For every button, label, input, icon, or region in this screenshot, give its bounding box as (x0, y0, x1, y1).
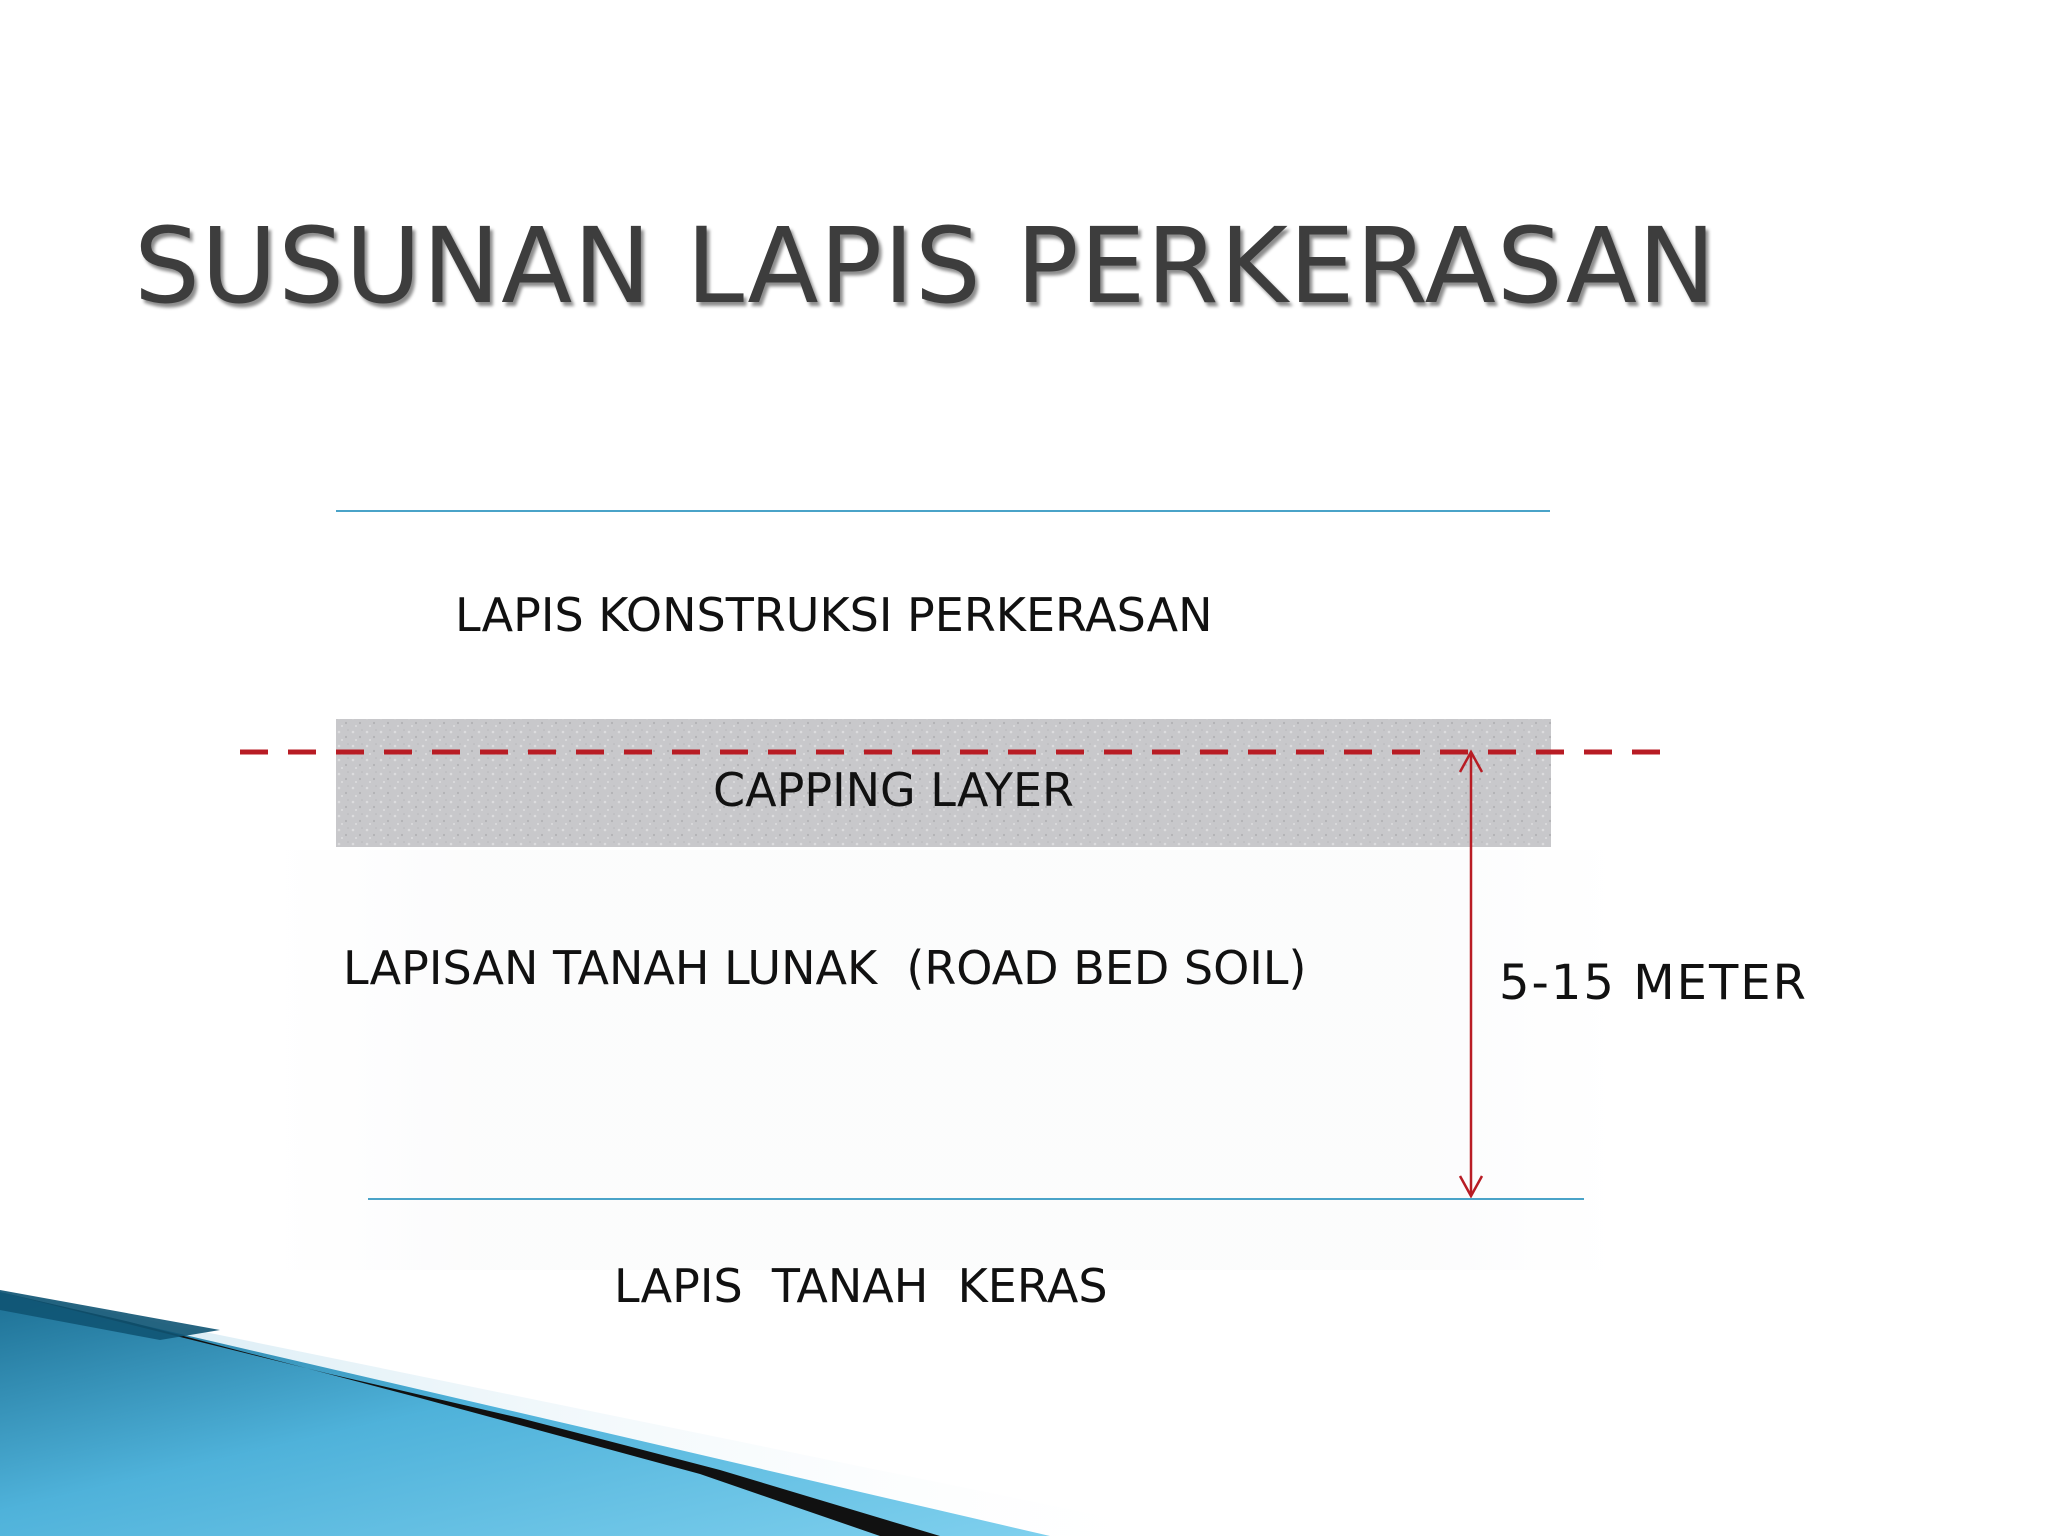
soft-soil-layer-label: LAPISAN TANAH LUNAK (ROAD BED SOIL) (343, 941, 1307, 995)
depth-dimension-label: 5-15 METER (1499, 955, 1808, 1011)
soil-backdrop (270, 850, 1620, 1270)
capping-layer-label: CAPPING LAYER (713, 763, 1075, 817)
hard-soil-layer-label: LAPIS TANAH KERAS (614, 1259, 1108, 1313)
slide-title: SUSUNAN LAPIS PERKERASAN (134, 205, 1717, 327)
pavement-layer-label: LAPIS KONSTRUKSI PERKERASAN (455, 588, 1213, 642)
corner-swoosh-decoration (0, 1290, 1200, 1536)
